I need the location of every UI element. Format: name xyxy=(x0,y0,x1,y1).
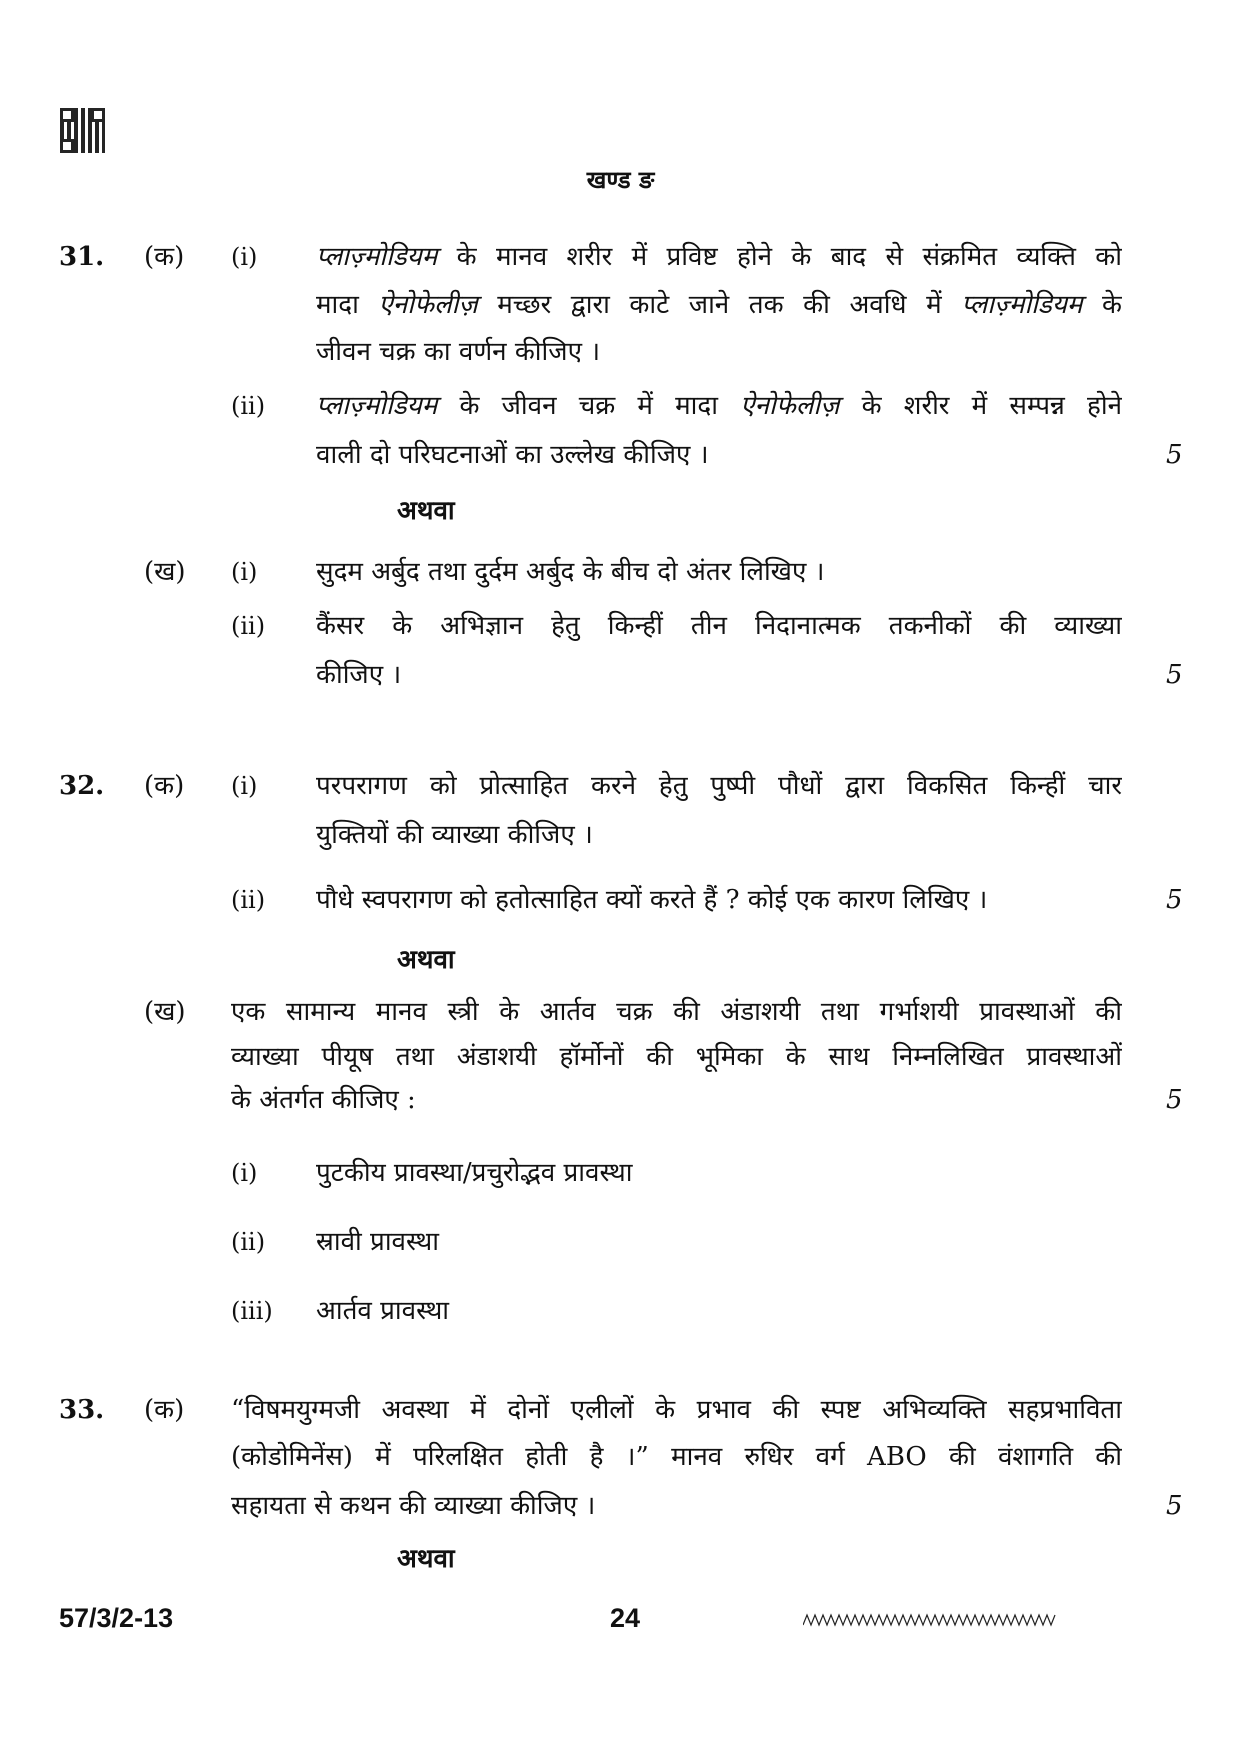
text-line: वाली दो परिघटनाओं का उल्लेख कीजिए । xyxy=(316,440,709,470)
list-item: स्रावी प्रावस्था xyxy=(316,1227,439,1257)
italic-term: प्लाज़्मोडियम xyxy=(961,290,1083,320)
text-line: परपरागण को प्रोत्साहित करने हेतु पुष्पी पौधों द्वारा विकसित किन्हीं चार xyxy=(316,771,1122,801)
part-label: (क) xyxy=(144,242,185,272)
wavy-line-decoration xyxy=(803,1613,1058,1629)
text-line: एक सामान्य मानव स्त्री के आर्तव चक्र की अंडाशयी तथा गर्भाशयी प्रावस्थाओं की xyxy=(231,997,1122,1027)
list-item: आर्तव प्रावस्था xyxy=(316,1296,450,1326)
or-label: अथवा xyxy=(397,496,455,526)
italic-term: प्लाज़्मोडियम xyxy=(316,391,438,421)
text-line: कीजिए । xyxy=(316,660,402,690)
text-line: प्लाज़्मोडियम के जीवन चक्र में मादा ऐनोफेलीज़ के शरीर में सम्पन्न होने xyxy=(316,391,1122,421)
part-label: (ख) xyxy=(144,997,186,1027)
sub-label: (ii) xyxy=(231,392,266,420)
marks: 5 xyxy=(1166,885,1183,915)
sub-label: (ii) xyxy=(231,886,266,914)
marks: 5 xyxy=(1166,1085,1183,1115)
question-number: 31. xyxy=(59,242,105,272)
text-line: व्याख्या पीयूष तथा अंडाशयी हॉर्मोनों की भूमिका के साथ निम्नलिखित प्रावस्थाओं xyxy=(231,1042,1122,1072)
sub-label: (i) xyxy=(231,772,258,800)
section-heading: खण्ड ङ xyxy=(586,165,655,194)
text-line: पौधे स्वपरागण को हतोत्साहित क्यों करते हैं ? कोई एक कारण लिखिए । xyxy=(316,885,988,915)
marks: 5 xyxy=(1166,660,1183,690)
text-line: प्लाज़्मोडियम के मानव शरीर में प्रविष्ट होने के बाद से संक्रमित व्यक्ति को xyxy=(316,242,1122,272)
marks: 5 xyxy=(1166,440,1183,470)
text-line: के अंतर्गत कीजिए : xyxy=(231,1085,416,1115)
italic-term: ऐनोफेलीज़ xyxy=(378,290,478,320)
or-label: अथवा xyxy=(397,1544,455,1574)
list-label: (iii) xyxy=(231,1297,273,1325)
sub-label: (i) xyxy=(231,243,258,271)
text-line: (कोडोमिनेंस) में परिलक्षित होती है ।” मानव रुधिर वर्ग ABO की वंशागति की xyxy=(231,1442,1122,1472)
sub-label: (ii) xyxy=(231,612,266,640)
page-number: 24 xyxy=(610,1603,641,1633)
part-label: (ख) xyxy=(144,557,186,587)
text-line: युक्तियों की व्याख्या कीजिए । xyxy=(316,820,593,850)
part-label: (क) xyxy=(144,771,185,801)
text-line: मादा ऐनोफेलीज़ मच्छर द्वारा काटे जाने तक की अवधि में प्लाज़्मोडियम के xyxy=(316,290,1122,320)
list-item: पुटकीय प्रावस्था/प्रचुरोद्भव प्रावस्था xyxy=(316,1158,633,1188)
or-label: अथवा xyxy=(397,945,455,975)
question-number: 33. xyxy=(59,1395,105,1425)
text-line: “विषमयुग्मजी अवस्था में दोनों एलीलों के प्रभाव की स्पष्ट अभिव्यक्ति सहप्रभाविता xyxy=(231,1395,1122,1425)
paper-code: 57/3/2-13 xyxy=(59,1603,174,1633)
sub-label: (i) xyxy=(231,558,258,586)
list-label: (i) xyxy=(231,1159,258,1187)
list-label: (ii) xyxy=(231,1228,266,1256)
text-line: सहायता से कथन की व्याख्या कीजिए । xyxy=(231,1491,596,1521)
part-label: (क) xyxy=(144,1395,185,1425)
text-line: जीवन चक्र का वर्णन कीजिए । xyxy=(316,337,601,367)
text-line: सुदम अर्बुद तथा दुर्दम अर्बुद के बीच दो अंतर लिखिए । xyxy=(316,557,825,587)
italic-term: ऐनोफेलीज़ xyxy=(740,391,840,421)
question-number: 32. xyxy=(59,771,105,801)
italic-term: प्लाज़्मोडियम xyxy=(316,242,438,272)
text-line: कैंसर के अभिज्ञान हेतु किन्हीं तीन निदानात्मक तकनीकों की व्याख्या xyxy=(316,611,1122,641)
qr-code xyxy=(60,108,105,153)
marks: 5 xyxy=(1166,1491,1183,1521)
